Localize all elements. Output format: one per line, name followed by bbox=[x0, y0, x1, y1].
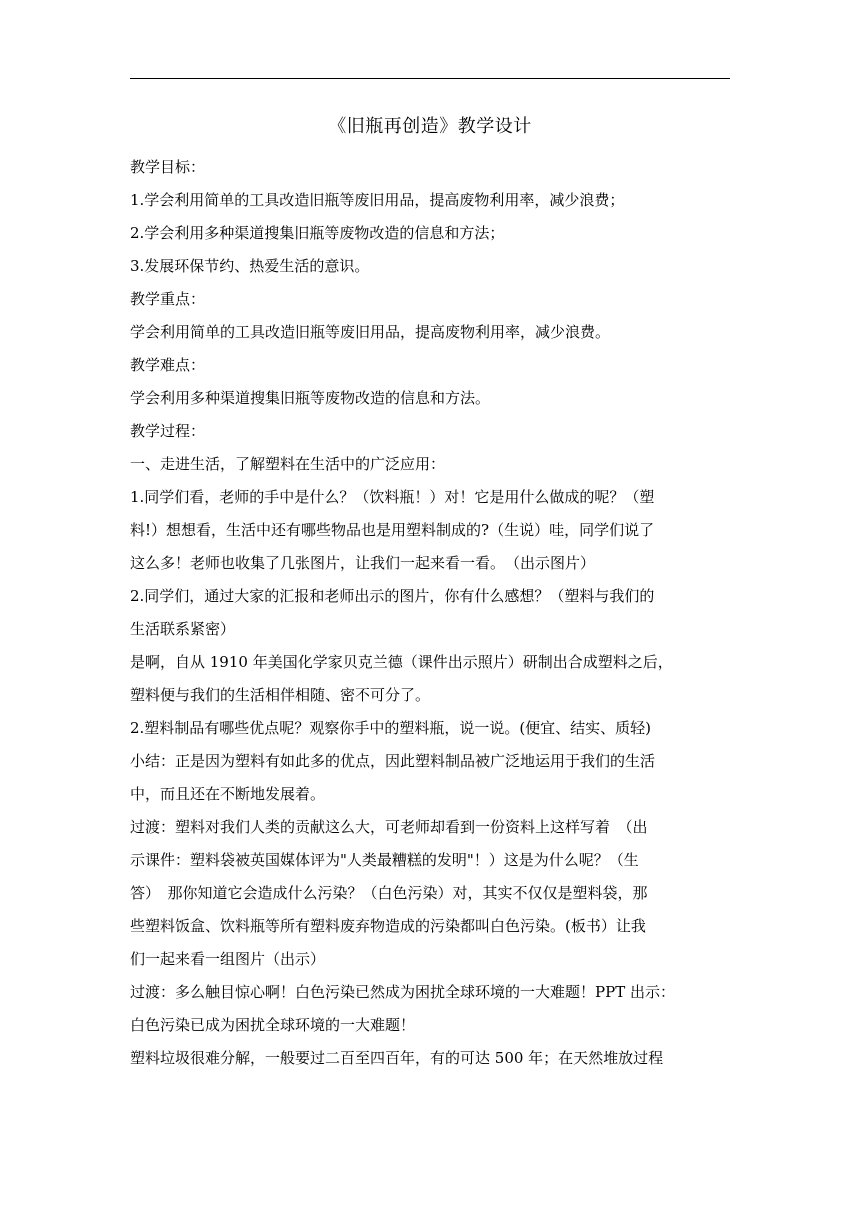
body-line: 教学过程： bbox=[130, 422, 206, 440]
body-line: 白色污染已成为困扰全球环境的一大难题！ bbox=[130, 1016, 416, 1034]
body-line: 教学难点： bbox=[130, 356, 206, 374]
body-line: 1.学会利用简单的工具改造旧瓶等废旧用品，提高废物利用率，减少浪费； bbox=[130, 191, 625, 209]
body-line: 塑料垃圾很难分解，一般要过二百至四百年，有的可达 500 年；在天然堆放过程 bbox=[130, 1049, 664, 1067]
body-line: 小结：正是因为塑料有如此多的优点，因此塑料制品被广泛地运用于我们的生活 bbox=[130, 752, 656, 770]
body-line: 料!）想想看，生活中还有哪些物品也是用塑料制成的?（生说）哇，同学们说了 bbox=[130, 521, 655, 539]
body-line: 塑料便与我们的生活相伴相随、密不可分了。 bbox=[130, 686, 431, 704]
body-line: 生活联系紧密） bbox=[130, 620, 236, 638]
body-line: 中，而且还在不断地发展着。 bbox=[130, 785, 326, 803]
body-line: 一、走进生活，了解塑料在生活中的广泛应用： bbox=[130, 455, 446, 473]
body-line: 1.同学们看，老师的手中是什么？（饮料瓶！）对！它是用什么做成的呢？（塑 bbox=[130, 488, 655, 506]
body-line: 答） 那你知道它会造成什么污染？（白色污染）对，其实不仅仅是塑料袋，那 bbox=[130, 884, 648, 902]
body-line: 这么多！老师也收集了几张图片，让我们一起来看一看。 （出示图片） bbox=[130, 554, 596, 572]
body-line: 2.学会利用多种渠道搜集旧瓶等废物改造的信息和方法； bbox=[130, 224, 505, 242]
document-title: 《旧瓶再创造》教学设计 bbox=[328, 116, 532, 137]
body-line: 过渡：多么触目惊心啊！白色污染已然成为困扰全球环境的一大难题！PPT 出示： bbox=[130, 983, 675, 1001]
body-line: 示课件：塑料袋被英国媒体评为"人类最糟糕的发明"！）这是为什么呢？（生 bbox=[130, 851, 639, 869]
body-line: 是啊，自从 1910 年美国化学家贝克兰德（课件出示照片）研制出合成塑料之后， bbox=[130, 653, 673, 671]
document-body bbox=[130, 151, 730, 1075]
header-rule bbox=[130, 78, 730, 79]
body-line: 学会利用多种渠道搜集旧瓶等废物改造的信息和方法。 bbox=[130, 389, 491, 407]
body-line: 3.发展环保节约、热爱生活的意识。 bbox=[130, 257, 370, 275]
body-line: 学会利用简单的工具改造旧瓶等废旧用品，提高废物利用率，减少浪费。 bbox=[130, 323, 611, 341]
body-line: 教学重点： bbox=[130, 290, 206, 308]
body-line: 教学目标： bbox=[130, 158, 206, 176]
body-line: 2.同学们，通过大家的汇报和老师出示的图片，你有什么感想？（塑料与我们的 bbox=[130, 587, 655, 605]
body-line: 过渡：塑料对我们人类的贡献这么大，可老师却看到一份资料上这样写着 （出 bbox=[130, 818, 648, 836]
body-line: 们一起来看一组图片（出示） bbox=[130, 950, 326, 968]
body-line: 2.塑料制品有哪些优点呢？观察你手中的塑料瓶，说一说。(便宜、结实、质轻) bbox=[130, 719, 652, 737]
body-line: 些塑料饭盒、饮料瓶等所有塑料废弃物造成的污染都叫白色污染。(板书）让我 bbox=[130, 917, 646, 935]
